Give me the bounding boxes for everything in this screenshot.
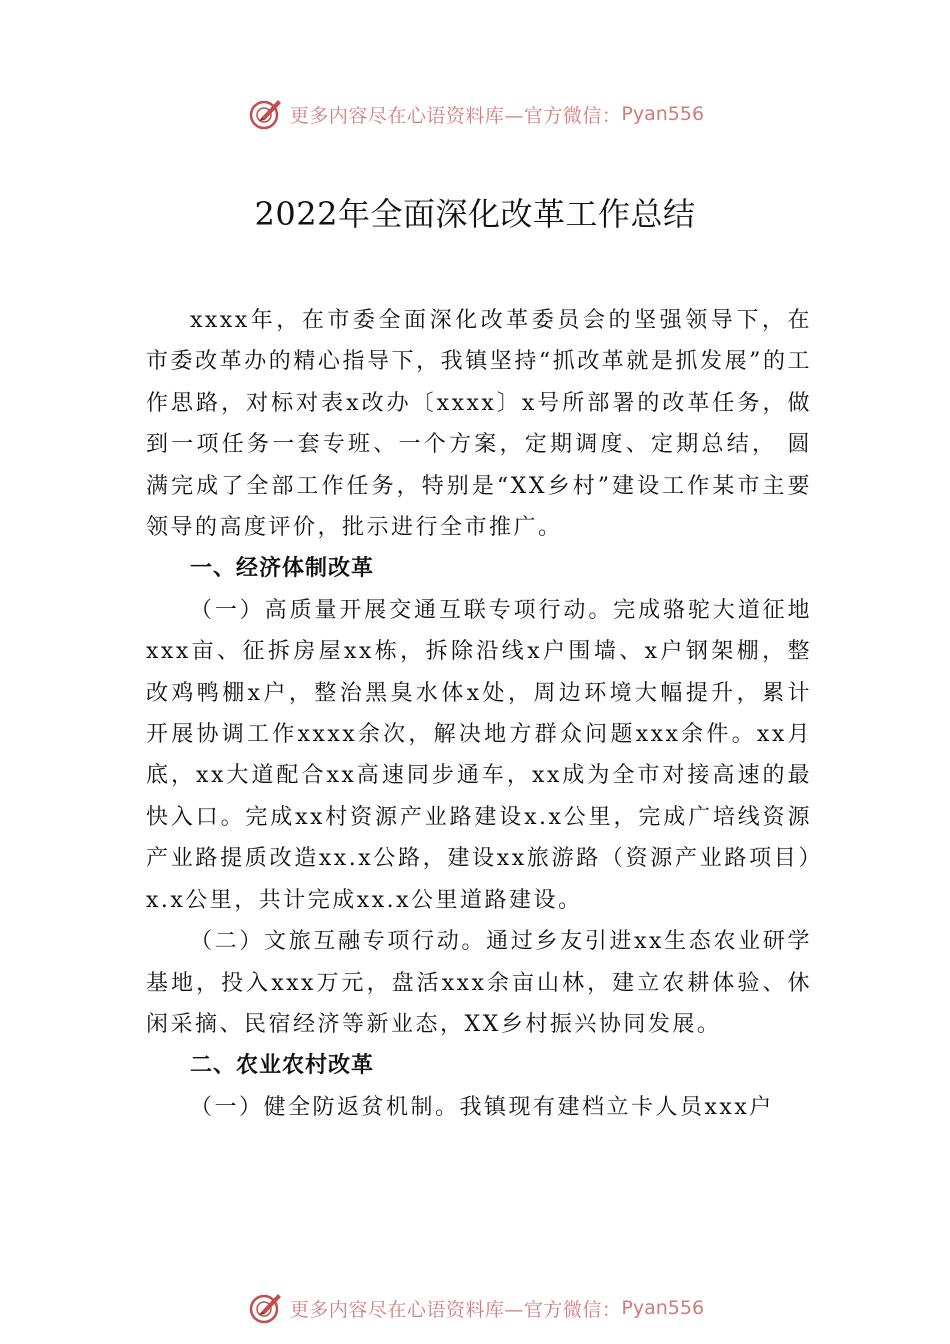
header-watermark [0, 92, 950, 136]
pen-nib-logo-icon [246, 94, 286, 134]
paragraph-culture-tourism: （二）文旅互融专项行动。通过乡友引进xx生态农业研学基地，投入xxx万元，盘活xxx余亩山林，建立农耕体验、休闲采摘、民宿经济等新业态，XX乡村振兴协同发展。 [146, 929, 812, 1037]
watermark-text: 更多内容尽在心语资料库—官方微信： [289, 1298, 622, 1321]
section-heading-economy: 一、经济体制改革 [190, 556, 375, 582]
section-heading-agriculture: 二、农业农村改革 [190, 1053, 375, 1079]
document-body [146, 300, 812, 1128]
intro-paragraph: xxxx年，在市委全面深化改革委员会的坚强领导下，在市委改革办的精心指导下，我镇坚持“抓改革就是抓发展”的工作思路，对标对表x改办〔xxxx〕x号所部署的改革任务，做到一项任务一套专班、一个方案，定期调度、定期总结， 圆满完成了全部工作任务，特别是“XX乡村”建设工作某市主要领导的高度评价，批示进行全市推广。 [146, 308, 812, 541]
paragraph-transport: （一）高质量开展交通互联专项行动。完成骆驼大道征地xxx亩、征拆房屋xx栋，拆除沿线x户围墙、x户钢架棚，整改鸡鸭棚x户，整治黑臭水体x处，周边环境大幅提升，累计开展协调工作xxxx余次，解决地方群众问题xxx余件。xx月底，xx大道配合xx高速同步通车，xx成为全市对接高速的最快入口。完成xx村资源产业路建设x.x公里，完成广培线资源产业路提质改造xx.x公路，建设xx旅游路（资源产业路项目）x.x公里，共计完成xx.x公里道路建设。 [146, 597, 812, 913]
watermark-wechat-id: Pyan556 [621, 103, 705, 125]
document-title: 2022年全面深化改革工作总结 [254, 195, 696, 233]
watermark-text: 更多内容尽在心语资料库—官方微信： [289, 104, 622, 127]
pen-nib-logo-icon [246, 1288, 286, 1328]
watermark-wechat-id: Pyan556 [621, 1297, 705, 1319]
footer-watermark [0, 1286, 950, 1330]
paragraph-poverty: （一）健全防返贫机制。我镇现有建档立卡人员xxx户 [190, 1094, 774, 1120]
